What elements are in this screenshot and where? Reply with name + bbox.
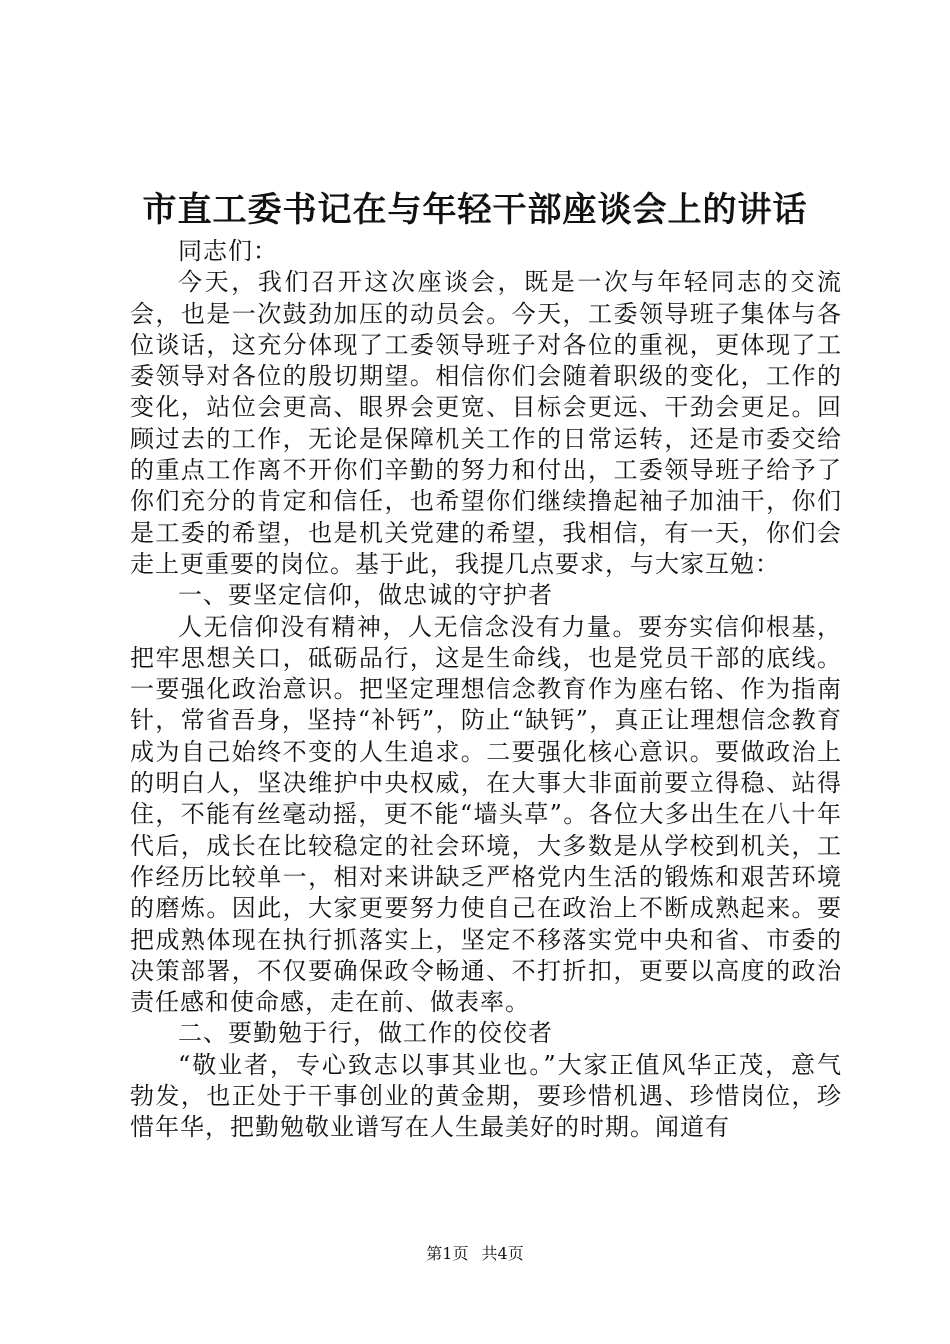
section-heading-1: 一、要坚定信仰，做忠诚的守护者: [178, 581, 553, 610]
page-footer: [0, 1243, 950, 1265]
document-title: 市直工委书记在与年轻干部座谈会上的讲话: [142, 190, 808, 230]
section-1-paragraph: 人无信仰没有精神，人无信念没有力量。要夯实信仰根基，把牢思想关口，砥砺品行，这是生命线，也是党员干部的底线。一要强化政治意识。把坚定理想信念教育作为座右铭、作为指南针，常省吾身，坚持“补钙”，防止“缺钙”，真正让理想信念教育成为自己始终不变的人生追求。二要强化核心意识。要做政治上的明白人，坚决维护中央权威，在大事大非面前要立得稳、站得住，不能有丝毫动摇，更不能“墙头草”。各位大多出生在八十年代后，成长在比较稳定的社会环境，大多数是从学校到机关，工作经历比较单一，相对来讲缺乏严格党内生活的锻炼和艰苦环境的磨炼。因此，大家更要努力使自己在政治上不断成熟起来。要把成熟体现在执行抓落实上，坚定不移落实党中央和省、市委的决策部署，不仅要确保政令畅通、不打折扣，更要以高度的政治责任感和使命感，走在前、做表率。: [130, 612, 842, 1017]
salutation: 同志们：: [178, 237, 278, 265]
section-heading-2: 二、要勤勉于行，做工作的佼佼者: [178, 1019, 553, 1048]
page-total: 共4页: [481, 1244, 524, 1263]
section-2-paragraph: “敬业者，专心致志以事其业也。”大家正值风华正茂，意气勃发，也正处于干事创业的黄金期，要珍惜机遇、珍惜岗位，珍惜年华，把勤勉敬业谱写在人生最美好的时期。闻道有: [130, 1050, 842, 1142]
intro-paragraph: 今天，我们召开这次座谈会，既是一次与年轻同志的交流会，也是一次鼓劲加压的动员会。今天，工委领导班子集体与各位谈话，这充分体现了工委领导班子对各位的重视，更体现了工委领导对各位的殷切期望。相信你们会随着职级的变化，工作的变化，站位会更高、眼界会更宽、目标会更远、干劲会更足。回顾过去的工作，无论是保障机关工作的日常运转，还是市委交给的重点工作离不开你们辛勤的努力和付出，工委领导班子给予了你们充分的肯定和信任，也希望你们继续撸起袖子加油干，你们是工委的希望，也是机关党建的希望，我相信，有一天，你们会走上更重要的岗位。基于此，我提几点要求，与大家互勉：: [130, 268, 842, 578]
page-number: 第1页: [426, 1244, 469, 1263]
document-body: [130, 236, 842, 1144]
